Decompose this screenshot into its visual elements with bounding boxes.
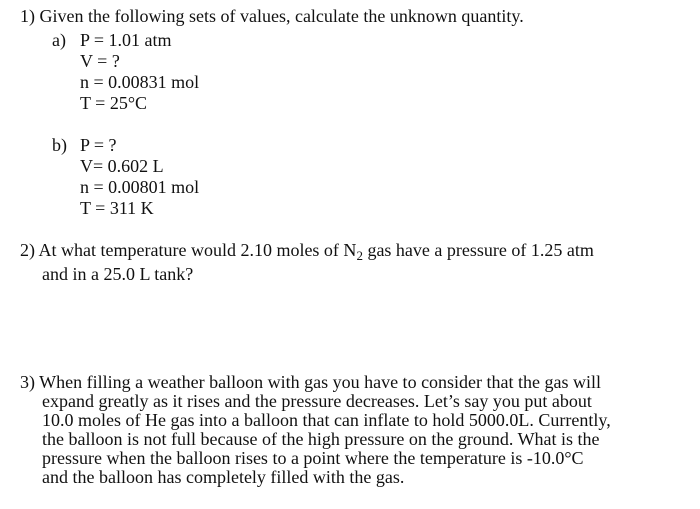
question-3-line-6: and the balloon has completely filled with the gas. [42, 467, 405, 487]
part-b-moles: n = 0.00801 mol [80, 177, 200, 197]
part-a-volume: V = ? [80, 51, 120, 71]
question-3-line-3: 10.0 moles of He gas into a balloon that can inflate to hold 5000.0L. Currently, [42, 410, 611, 430]
part-a-label: a) [52, 30, 66, 50]
part-a-moles: n = 0.00831 mol [80, 72, 200, 92]
question-1-stem: 1) Given the following sets of values, calculate the unknown quantity. [20, 6, 524, 26]
question-3-line-2: expand greatly as it rises and the pressure decreases. Let’s say you put about [42, 391, 592, 411]
question-3-line-1: 3) When filling a weather balloon with gas you have to consider that the gas will [20, 372, 602, 392]
question-3-line-4: the balloon is not full because of the high pressure on the ground. What is the [42, 429, 600, 449]
part-a-temperature: T = 25°C [80, 93, 148, 113]
question-2-text-before: 2) At what temperature would 2.10 moles of N [20, 240, 357, 260]
n2-subscript: 2 [356, 248, 363, 263]
question-3-line-5: pressure when the balloon rises to a point where the temperature is -10.0°C [42, 448, 584, 468]
question-2-text-after: gas have a pressure of 1.25 atm [362, 240, 594, 260]
part-b-label: b) [52, 135, 67, 155]
part-b-volume: V= 0.602 L [80, 156, 164, 176]
part-b-temperature: T = 311 K [80, 198, 154, 218]
part-a-pressure: P = 1.01 atm [80, 30, 172, 50]
question-2-line-2: and in a 25.0 L tank? [42, 264, 194, 284]
question-2-line-1 [20, 240, 594, 262]
part-b-pressure: P = ? [80, 135, 117, 155]
